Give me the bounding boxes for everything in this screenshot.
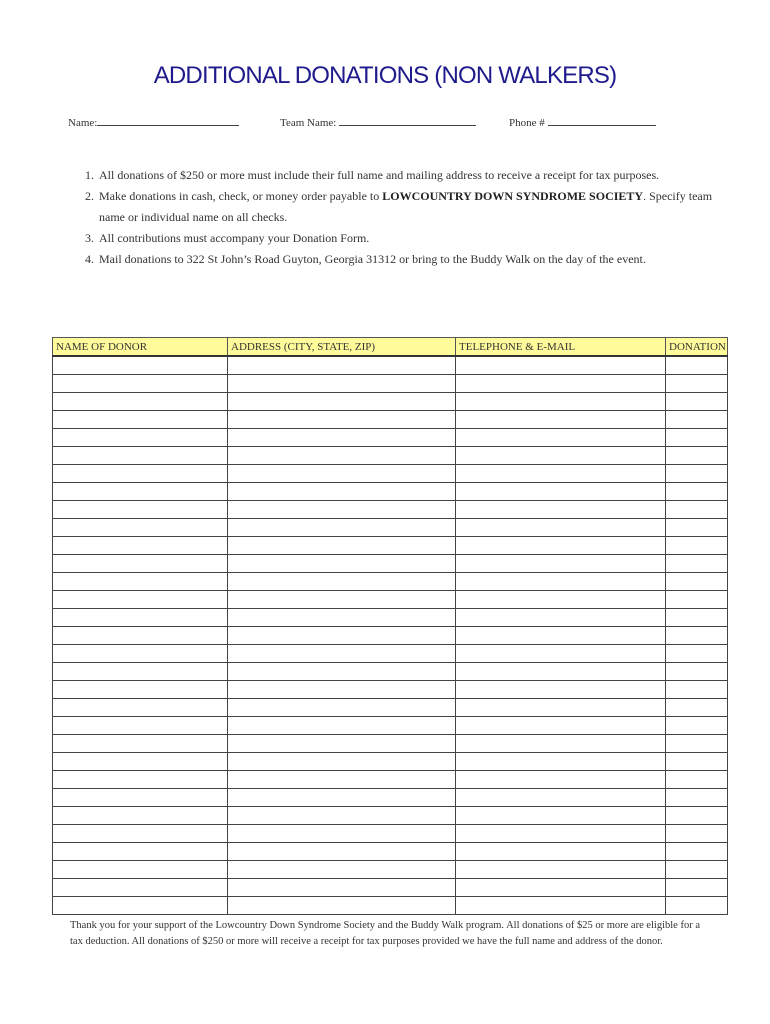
telephone-email-cell[interactable] xyxy=(456,393,666,411)
donation-cell[interactable] xyxy=(666,681,728,699)
donation-cell[interactable] xyxy=(666,591,728,609)
telephone-email-cell[interactable] xyxy=(456,699,666,717)
donation-cell[interactable] xyxy=(666,411,728,429)
telephone-email-cell[interactable] xyxy=(456,627,666,645)
donation-cell[interactable] xyxy=(666,429,728,447)
address-cell[interactable] xyxy=(228,663,456,681)
donor-name-cell[interactable] xyxy=(53,897,228,915)
table-row xyxy=(53,861,728,879)
name-field[interactable] xyxy=(68,115,239,129)
donation-cell[interactable] xyxy=(666,501,728,519)
table-row xyxy=(53,843,728,861)
telephone-email-cell[interactable] xyxy=(456,825,666,843)
donor-name-cell[interactable] xyxy=(53,501,228,519)
donor-name-cell[interactable] xyxy=(53,681,228,699)
donor-name-cell[interactable] xyxy=(53,825,228,843)
donor-name-cell[interactable] xyxy=(53,375,228,393)
telephone-email-cell[interactable] xyxy=(456,861,666,879)
telephone-email-cell[interactable] xyxy=(456,465,666,483)
table-header-row xyxy=(53,338,728,357)
donation-cell[interactable] xyxy=(666,555,728,573)
donor-name-cell[interactable] xyxy=(53,555,228,573)
donor-name-cell[interactable] xyxy=(53,663,228,681)
address-cell[interactable] xyxy=(228,411,456,429)
donor-name-cell[interactable] xyxy=(53,411,228,429)
donation-cell[interactable] xyxy=(666,356,728,375)
donation-cell[interactable] xyxy=(666,447,728,465)
table-row xyxy=(53,501,728,519)
donor-name-cell[interactable] xyxy=(53,699,228,717)
address-cell[interactable] xyxy=(228,735,456,753)
telephone-email-cell[interactable] xyxy=(456,375,666,393)
donor-name-cell[interactable] xyxy=(53,356,228,375)
table-row xyxy=(53,879,728,897)
donor-name-cell[interactable] xyxy=(53,789,228,807)
team-name-label: Team Name: xyxy=(280,117,337,129)
donor-name-cell[interactable] xyxy=(53,393,228,411)
header-donation: DONATION xyxy=(666,338,728,357)
address-cell[interactable] xyxy=(228,717,456,735)
donor-name-cell[interactable] xyxy=(53,573,228,591)
address-cell[interactable] xyxy=(228,861,456,879)
telephone-email-cell[interactable] xyxy=(456,609,666,627)
donor-name-cell[interactable] xyxy=(53,483,228,501)
instruction-text: All contributions must accompany your Donation Form. xyxy=(99,231,370,245)
telephone-email-cell[interactable] xyxy=(456,537,666,555)
address-cell[interactable] xyxy=(228,393,456,411)
table-row xyxy=(53,411,728,429)
donation-cell[interactable] xyxy=(666,537,728,555)
telephone-email-cell[interactable] xyxy=(456,753,666,771)
donor-table xyxy=(52,337,728,915)
table-row xyxy=(53,789,728,807)
donor-name-cell[interactable] xyxy=(53,429,228,447)
table-row xyxy=(53,645,728,663)
address-cell[interactable] xyxy=(228,591,456,609)
donor-name-cell[interactable] xyxy=(53,717,228,735)
table-row xyxy=(53,537,728,555)
table-row xyxy=(53,447,728,465)
donor-name-cell[interactable] xyxy=(53,645,228,663)
form-title: ADDITIONAL DONATIONS (NON WALKERS) xyxy=(153,62,617,89)
address-cell[interactable] xyxy=(228,573,456,591)
address-cell[interactable] xyxy=(228,897,456,915)
donation-cell[interactable] xyxy=(666,843,728,861)
table-row xyxy=(53,897,728,915)
telephone-email-cell[interactable] xyxy=(456,483,666,501)
donation-cell[interactable] xyxy=(666,573,728,591)
telephone-email-cell[interactable] xyxy=(456,519,666,537)
donor-name-cell[interactable] xyxy=(53,807,228,825)
telephone-email-cell[interactable] xyxy=(456,429,666,447)
donation-cell[interactable] xyxy=(666,789,728,807)
instruction-text: Mail donations to 322 St John’s Road Guyton, Georgia 31312 or bring to the Buddy Walk on the day of the event. xyxy=(99,252,646,266)
telephone-email-cell[interactable] xyxy=(456,356,666,375)
phone-label: Phone # xyxy=(509,117,545,129)
instruction-item xyxy=(97,228,720,249)
donor-name-cell[interactable] xyxy=(53,843,228,861)
donation-cell[interactable] xyxy=(666,897,728,915)
table-row xyxy=(53,771,728,789)
header-name-of-donor: NAME OF DONOR xyxy=(53,338,228,357)
donation-cell[interactable] xyxy=(666,627,728,645)
donation-cell[interactable] xyxy=(666,609,728,627)
address-cell[interactable] xyxy=(228,807,456,825)
donor-name-cell[interactable] xyxy=(53,447,228,465)
donation-cell[interactable] xyxy=(666,753,728,771)
donation-cell[interactable] xyxy=(666,519,728,537)
telephone-email-cell[interactable] xyxy=(456,681,666,699)
table-row xyxy=(53,429,728,447)
address-cell[interactable] xyxy=(228,501,456,519)
telephone-email-cell[interactable] xyxy=(456,573,666,591)
name-label: Name: xyxy=(68,117,98,129)
telephone-email-cell[interactable] xyxy=(456,807,666,825)
table-row xyxy=(53,663,728,681)
team-name-field[interactable] xyxy=(280,115,476,129)
donor-name-cell[interactable] xyxy=(53,879,228,897)
donor-name-cell[interactable] xyxy=(53,735,228,753)
telephone-email-cell[interactable] xyxy=(456,717,666,735)
address-cell[interactable] xyxy=(228,771,456,789)
table-row xyxy=(53,465,728,483)
table-row xyxy=(53,573,728,591)
donor-name-cell[interactable] xyxy=(53,465,228,483)
table-row xyxy=(53,609,728,627)
address-cell[interactable] xyxy=(228,879,456,897)
address-cell[interactable] xyxy=(228,843,456,861)
instruction-item xyxy=(97,249,720,270)
address-cell[interactable] xyxy=(228,645,456,663)
phone-field[interactable] xyxy=(509,115,656,129)
donor-name-cell[interactable] xyxy=(53,519,228,537)
table-row xyxy=(53,519,728,537)
telephone-email-cell[interactable] xyxy=(456,591,666,609)
donation-cell[interactable] xyxy=(666,861,728,879)
telephone-email-cell[interactable] xyxy=(456,789,666,807)
telephone-email-cell[interactable] xyxy=(456,843,666,861)
telephone-email-cell[interactable] xyxy=(456,447,666,465)
header-telephone-email: TELEPHONE & E-MAIL xyxy=(456,338,666,357)
address-cell[interactable] xyxy=(228,429,456,447)
donation-cell[interactable] xyxy=(666,663,728,681)
telephone-email-cell[interactable] xyxy=(456,663,666,681)
address-cell[interactable] xyxy=(228,699,456,717)
instruction-emphasis: LOWCOUNTRY DOWN SYNDROME SOCIETY xyxy=(382,189,644,203)
table-row xyxy=(53,681,728,699)
table-row xyxy=(53,555,728,573)
instructions-list xyxy=(80,165,720,270)
address-cell[interactable] xyxy=(228,753,456,771)
table-row xyxy=(53,375,728,393)
donor-name-cell[interactable] xyxy=(53,627,228,645)
telephone-email-cell[interactable] xyxy=(456,879,666,897)
donor-name-cell[interactable] xyxy=(53,591,228,609)
donor-name-cell[interactable] xyxy=(53,771,228,789)
address-cell[interactable] xyxy=(228,447,456,465)
table-row xyxy=(53,717,728,735)
telephone-email-cell[interactable] xyxy=(456,555,666,573)
table-row xyxy=(53,807,728,825)
table-row xyxy=(53,591,728,609)
address-cell[interactable] xyxy=(228,555,456,573)
donation-cell[interactable] xyxy=(666,375,728,393)
table-row xyxy=(53,393,728,411)
table-row xyxy=(53,825,728,843)
donation-cell[interactable] xyxy=(666,699,728,717)
telephone-email-cell[interactable] xyxy=(456,645,666,663)
donation-cell[interactable] xyxy=(666,807,728,825)
table-row xyxy=(53,483,728,501)
instruction-item xyxy=(97,186,720,228)
telephone-email-cell[interactable] xyxy=(456,735,666,753)
footer-note: Thank you for your support of the Lowcountry Down Syndrome Society and the Buddy Walk program. All donations of $25 or more are eligible for a tax deduction. All donations of $250 or more will receive a receipt for tax purposes provided we have the full name and address of the donor. xyxy=(70,920,700,947)
table-row xyxy=(53,627,728,645)
donation-cell[interactable] xyxy=(666,771,728,789)
donation-cell[interactable] xyxy=(666,465,728,483)
address-cell[interactable] xyxy=(228,681,456,699)
address-cell[interactable] xyxy=(228,519,456,537)
team-name-line[interactable] xyxy=(339,115,476,126)
telephone-email-cell[interactable] xyxy=(456,771,666,789)
donor-name-cell[interactable] xyxy=(53,861,228,879)
name-line[interactable] xyxy=(97,115,239,126)
address-cell[interactable] xyxy=(228,789,456,807)
table-row xyxy=(53,735,728,753)
donation-cell[interactable] xyxy=(666,393,728,411)
instruction-text-continued: . Specify team name or individual name on all checks. xyxy=(99,189,713,224)
donation-cell[interactable] xyxy=(666,735,728,753)
table-row xyxy=(53,356,728,375)
address-cell[interactable] xyxy=(228,537,456,555)
donor-name-cell[interactable] xyxy=(53,609,228,627)
contact-fields xyxy=(68,115,708,133)
donor-name-cell[interactable] xyxy=(53,537,228,555)
address-cell[interactable] xyxy=(228,627,456,645)
address-cell[interactable] xyxy=(228,825,456,843)
address-cell[interactable] xyxy=(228,465,456,483)
instruction-item xyxy=(97,165,720,186)
telephone-email-cell[interactable] xyxy=(456,411,666,429)
table-row xyxy=(53,699,728,717)
instruction-text: Make donations in cash, check, or money order payable to xyxy=(99,189,383,203)
donation-cell[interactable] xyxy=(666,717,728,735)
address-cell[interactable] xyxy=(228,609,456,627)
donation-cell[interactable] xyxy=(666,483,728,501)
address-cell[interactable] xyxy=(228,356,456,375)
donation-cell[interactable] xyxy=(666,825,728,843)
address-cell[interactable] xyxy=(228,375,456,393)
telephone-email-cell[interactable] xyxy=(456,897,666,915)
donation-cell[interactable] xyxy=(666,645,728,663)
instruction-text: All donations of $250 or more must include their full name and mailing address to receive a receipt for tax purposes. xyxy=(99,168,660,182)
phone-line[interactable] xyxy=(548,115,656,126)
telephone-email-cell[interactable] xyxy=(456,501,666,519)
donation-cell[interactable] xyxy=(666,879,728,897)
header-address: ADDRESS (CITY, STATE, ZIP) xyxy=(228,338,456,357)
donor-name-cell[interactable] xyxy=(53,753,228,771)
address-cell[interactable] xyxy=(228,483,456,501)
table-row xyxy=(53,753,728,771)
